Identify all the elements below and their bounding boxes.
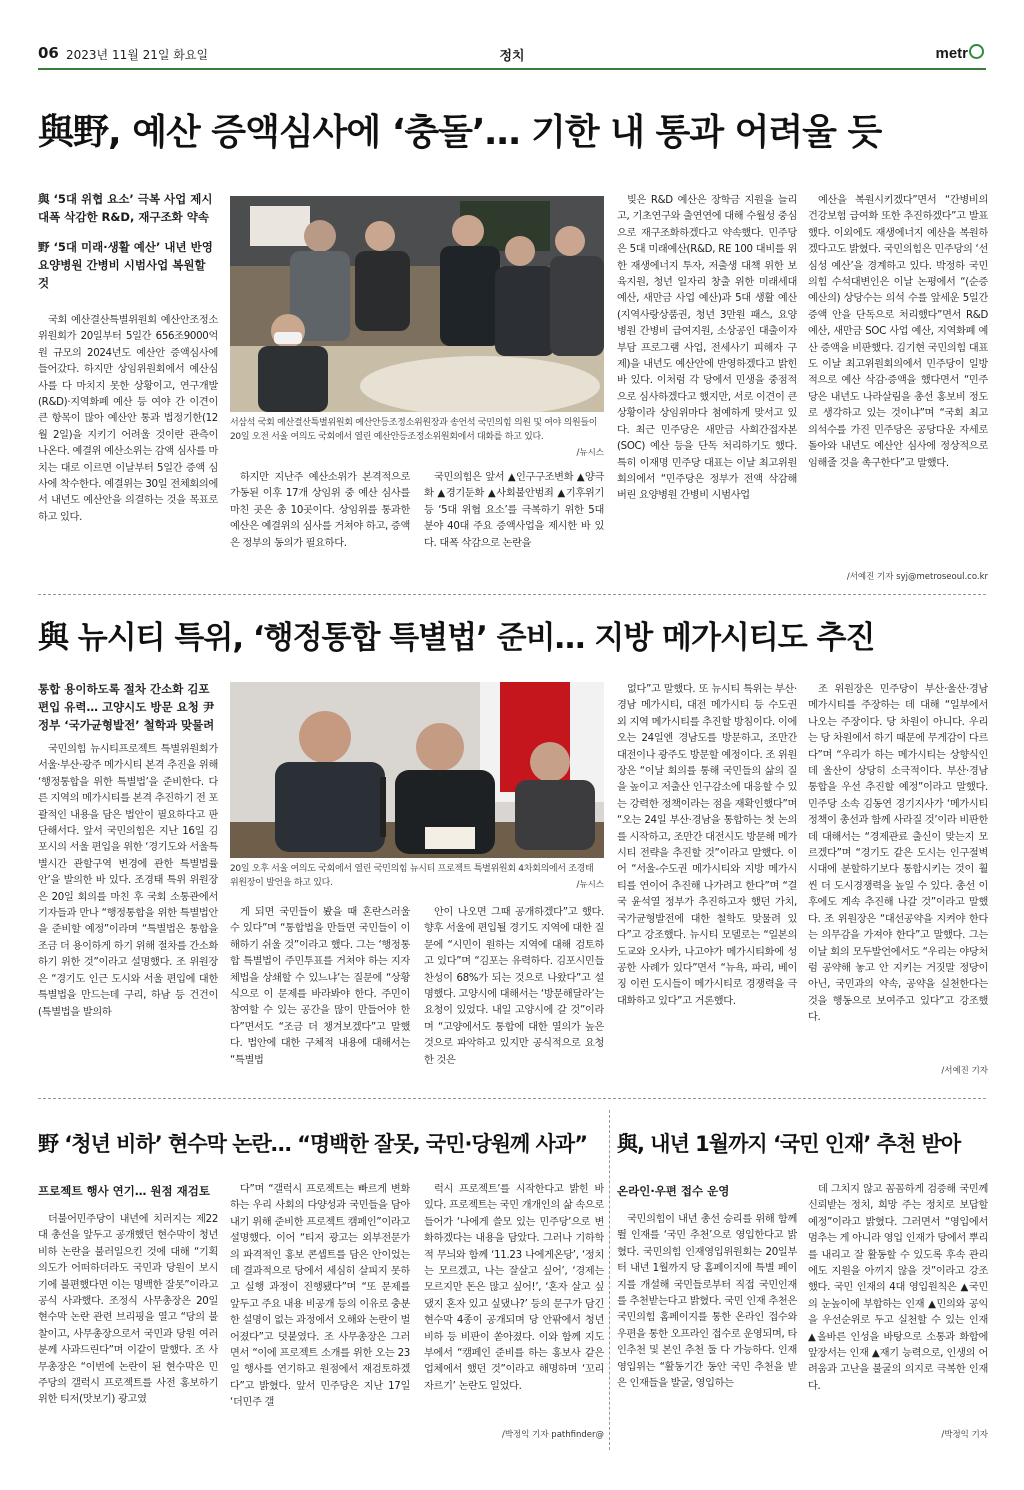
article1-col-3 — [424, 470, 604, 582]
article1-photo-credit: /뉴시스 — [576, 448, 604, 458]
article2-col-5 — [808, 682, 988, 1062]
article1-col-4 — [617, 193, 797, 583]
article1-col-1 — [38, 313, 218, 585]
article1-col-2-text: 하지만 지난주 예산소위가 본격적으로 가동된 이후 17개 상임위 중 예산 심사를 마친 곳은 총 10곳이다. 상임위를 통과한 예산은 예결위의 심사를 거쳐야 하고, 증액은 정부의 동의가 필요하다. — [230, 472, 410, 549]
article1-col-3-text: 국민의힘은 앞서 ▲인구구조변화 ▲양극화 ▲경기둔화 ▲사회불안범죄 ▲기후위기 등 ‘5대 위협 요소’를 극복하기 위한 5대 분야 40대 주요 증액사업을 제시한 바 있다. 대폭 삭감으로 논란을 — [424, 472, 604, 549]
article2-headline: 與 뉴시티 특위, ‘행정통합 특별법’ 준비… 지방 메가시티도 추진 — [38, 620, 875, 656]
article2-col-5-text: 조 위원장은 민주당이 부산·울산·경남 메가시티를 주장하는 데 대해 “일부에서 나오는 주장이다. 당 차원이 아니다. 우리는 당 차원에서 하기 때문에 무게감이 다르다”며 “우리가 하는 메가시티는 상향식인데 울산이 상당히 소극적이다. 부산·경남 통합을 우선 추진할 예정”이라고 말했다. 민주당 소속 김동연 경기지사가 ‘메가시티 정책이 총선과 함께 사라질 것’이라 비판한 데 대해서는 “경제관료 출신이 맞는지 모르겠다”며 “경기도 같은 도시는 인구절벽 시대에 분할하기보다 통합시키는 것이 훨씬 더 도시경쟁력을 높일 수 있다. 총선 이후에도 계속 추진해 나갈 것”이라고 말했다. 조 위원장은 “대선공약을 지켜야 한다는 의무감을 가져야 한다”고 말했다. 그는 이날 회의 모두발언에서도 “우리는 야당처럼 공약해 놓고 안 지키는 거짓말 정당이 아닌, 국민과의 약속, 공약을 실천한다는 것을 행동으로 보여주고 있다”고 강조했다. — [808, 684, 988, 1024]
article3-col-2 — [230, 1182, 410, 1446]
article1-byline: /서예진 기자 syj@metroseoul.co.kr — [846, 572, 988, 582]
column-divider — [609, 1110, 610, 1450]
divider-1 — [38, 594, 986, 595]
article4-col-2-text: 데 그치지 않고 꼼꼼하게 검증해 국민께 신뢰받는 정치, 희망 주는 정치로 보답할 예정”이라고 밝혔다. 그러면서 “영입에서 멈추는 게 아니라 영입 인재가 당에서 뿌리를 내리고 잘 활동할 수 있도록 후속 관리에도 지원을 아끼지 않을 것”이라고 강조했다. 국민 인재의 4대 영입원칙은 ▲국민의 눈높이에 부합하는 인재 ▲민의와 공익을 우선순위로 두고 실천할 수 있는 인재 ▲올바른 인성을 바탕으로 소통과 화합에 앞장서는 인재 ▲재기 능력으로, 인생의 어려움과 고난을 불굴의 의지로 극복한 인재다. — [808, 1184, 988, 1392]
article1-col-4-text: 빚은 R&D 예산은 장학금 지원을 늘리고, 기초연구와 출연연에 대해 수월성 중심으로 재구조화하겠다고 약속했다. 민주당은 5대 미래예산(R&D, RE 100 대비를 위한 재생에너지 투자, 저출생 대책 위한 보육지원, 청년 일자리 창출 위한 미래세대 예산, 새만금 사업 예산)과 5대 생활 예산(지역사랑상품권, 청년 3만원 패스, 요양병원 간병비 급여지원, 소상공인 대출이자 부담 프로그램 사업, 전세사기 피해자 구제)을 내년도 예산안에 반영하겠다고 밝힌 바 있다. 이처럼 각 당에서 민생을 중점적으로 심사하겠다고 했지만, 서로 이견이 큰 상황이라 상임위마다 첨예하게 맞서고 있다. 최근 민주당은 새만금 사회간접자본(SOC) 예산 등을 단독 처리하기도 했다. 특히 이재명 민주당 대표는 이날 최고위원회의에서 “민주당은 정부가 전액 삭감해 버린 요양병원 간병비 시범사업 — [617, 195, 797, 502]
article3-col-3 — [424, 1182, 604, 1428]
divider-2 — [38, 1098, 986, 1099]
article1-col-2 — [230, 470, 410, 582]
article3-col-1-text: 더불어민주당이 내년에 치러지는 제22대 총선을 앞두고 공개했던 현수막이 청년 비하 논란을 불러일으킨 것에 대해 “기획 의도가 어떠하더라도 국민과 당원이 보시기에 불편했다면 이는 명백한 잘못”이라고 공식 사과했다. 조정식 사무총장은 20일 현수막 논란 관련 브리핑을 열고 “당의 불찰이고, 사무총장으로서 국민과 당원 여러분께 사과드린다”며 이같이 말했다. 조 사무총장은 “이번에 논란이 된 현수막은 민주당의 갤럭시 프로젝트를 사전 홍보하기 위한 티저(맛보기) 광고였 — [38, 1214, 218, 1406]
logo-text: metr — [935, 45, 968, 62]
article4-col-2 — [808, 1182, 988, 1408]
article1-subhead-1: 與 ‘5대 위협 요소’ 극복 사업 제시 대폭 삭감한 R&D, 재구조화 약속 — [38, 192, 213, 224]
article2-photo-caption: 20일 오후 서울 여의도 국회에서 열린 국민의힘 뉴시티 프로젝트 특별위원회 4차회의에서 조경태 위원장이 발언을 하고 있다. — [230, 864, 594, 888]
metro-logo — [935, 44, 984, 62]
page-number: 06 — [38, 44, 59, 62]
article2-col-3 — [424, 905, 604, 1077]
article1-col-5 — [808, 193, 988, 555]
article1-photo — [230, 196, 604, 412]
article2-col-2-text: 게 되면 국민들이 봤을 때 혼란스러울 수 있다”며 “통합법을 만들면 국민들이 이해하기 쉬울 것”이라고 했다. 그는 ‘행정통합 특별법이 주민투표를 거쳐야 하는 지자체법을 상쇄할 수 있느냐’는 질문에 “상황식으로 이 문제를 바라봐야 한다. 주민이 참여할 수 있는 공간을 많이 만들어야 한다”면서도 “조금 더 챙겨보겠다”고 말했다. 법안에 대한 구체적 내용에 대해서는 “특별법 — [230, 907, 410, 1066]
article3-col-3-text: 럭시 프로젝트’를 시작한다고 밝힌 바 있다. 프로젝트는 국민 개개인의 삶 속으로 들어가 ‘나에게 쓸모 있는 민주당’으로 변화하겠다는 내용을 담았다. 그러나 기하학적 무늬와 함께 ‘11.23 나에게온당’, ‘정치는 모르겠고, 나는 잘살고 싶어’, ‘경제는 모르지만 돈은 많고 싶어!’, ‘혼자 살고 싶댔지 혼자 있고 싶댔나?’ 등의 문구가 담긴 현수막 4종이 공개되며 당 안팎에서 청년 비하 등 비판이 쏟아졌다. 이와 함께 지도부에서 “캠페인 준비를 하는 홍보사 같은 업체에서 했던 것”이라고 해명하며 ‘꼬리 자르기’ 논란도 일었다. — [424, 1184, 604, 1392]
article1-photo-caption: 서삼석 국회 예산결산특별위원회 예산안등조정소위원장과 송언석 국민의힘 의원 및 여야 의원들이 20일 오전 서울 여의도 국회에서 열린 예산안등조정소위원회에서 대화를 하고 있다. — [230, 418, 598, 442]
article4-subhead: 온라인·우편 접수 운영 — [617, 1184, 730, 1198]
article1-headline: 與野, 예산 증액심사에 ‘충돌’… 기한 내 통과 어려울 듯 — [38, 112, 882, 153]
article3-byline: /박정익 기자 pathfinder@ — [501, 1430, 604, 1440]
article4-col-1-text: 국민의힘이 내년 총선 승리를 위해 함께 뛸 인재를 ‘국민 추천’으로 영입한다고 밝혔다. 국민의힘 인재영입위원회는 20일부터 내년 1월까지 당 홈페이지에 특별 페이지를 개설해 국민들로부터 직접 국민인재를 추천받는다고 밝혔다. 국민 인재 추천은 국민의힘 홈페이지를 통한 온라인 접수와 우편을 통한 오프라인 접수로 운영되며, 타인추천 및 본인 추천 둘 다 가능하다. 인재영입위는 “활동기간 동안 국민 추천을 받은 인재들을 발굴, 영입하는 — [617, 1214, 797, 1390]
article2-photo — [230, 682, 604, 858]
article1-subhead-2: 野 ‘5대 미래·생활 예산’ 내년 반영 요양병원 간병비 시범사업 복원할 것 — [38, 240, 213, 290]
article2-col-4 — [617, 682, 797, 1078]
article1-col-1-text: 국회 예산결산특별위원회 예산안조정소위원회가 20일부터 5일간 656조9000억원 규모의 2024년도 예산안 증액심사에 들어갔다. 하지만 상임위원회에서 예산심사를 다 마치지 못한 상황이고, 연구개발(R&D)·지역화폐 예산 등 여야 간 이견이 큰 항목이 많아 예산안 통과 법정기한(12월 2일)을 지키기 어려울 것이란 관측이 나온다. 예결위 예산소위는 감액 심사를 마치는 대로 이르면 이날부터 5일간 증액 심사에 착수한다. 예결위는 30일 전체회의에서 내년도 예산안을 의결하는 것을 목표로 하고 있다. — [38, 315, 218, 523]
section-name: 정치 — [499, 49, 525, 64]
article4-byline: /박정익 기자 — [941, 1430, 988, 1440]
article2-col-1 — [38, 742, 218, 1078]
article1-col-5-text: 예산을 복원시키겠다”면서 “간병비의 건강보험 급여화 또한 추진하겠다”고 발표했다. 이외에도 재생에너지 예산을 복원하겠다고도 밝혔다. 국민의힘은 민주당의 ‘선심성 예산’을 경계하고 있다. 박정하 국민의힘 수석대변인은 이날 논평에서 “(순증 예산의) 상당수는 의석 수를 앞세운 5일간 증액 안을 단독으로 처리했다”면서 R&D 예산, 새만금 SOC 사업 예산, 지역화폐 예산 증액을 비판했다. 김기현 국민의힘 대표도 이날 최고위원회의에서 민주당이 일방적으로 예산 삭감·증액을 했다면서 “민주당은 내년도 나라살림을 총선 홍보비 정도로 생각하고 있는 것이냐”며 “국회 최고 의석수를 가진 민주당은 공당다운 자세로 돌아와 내년도 예산안 심사에 정상적으로 임해줄 것을 촉구한다”고 말했다. — [808, 195, 988, 469]
issue-date: 2023년 11월 21일 화요일 — [66, 48, 209, 62]
article2-photo-credit: /뉴시스 — [576, 880, 604, 890]
article3-headline: 野 ‘청년 비하’ 현수막 논란… “명백한 잘못, 국민·당원께 사과” — [38, 1132, 588, 1156]
article2-col-2 — [230, 905, 410, 1077]
article2-col-4-text: 없다”고 말했다. 또 뉴시티 특위는 부산·경남 메가시티, 대전 메가시티 등 수도권 외 지역 메가시티를 추진할 방침이다. 이에 오는 24일엔 경남도를 방문하고, 조만간 대전이나 광주도 방문할 예정이다. 조 위원장은 “이날 회의를 통해 국민들의 삶의 질을 높이고 저출산 인구감소에 대응할 수 있는 강력한 정책이라는 점을 재확인했다”며 “오는 24일 부산·경남을 통합하는 첫 논의를 시작하고, 조만간 대전시도 방문해 메가시티 전략을 추진할 것”이라고 말했다. 이어 “서울-수도권 메가시티와 지방 메가시티를 연이어 추진해 나가려고 한다”며 “결국 윤석열 정부가 추진하고자 했던 가치, 국가균형발전에 대한 철학도 맞물려 있다”고 강조했다. 뉴시티 모델로는 “일본의 도교와 오사카, 나고야가 메가시티화에 성공한 사례가 있다”면서 “뉴욕, 파리, 베이징 이런 도시들이 메가시티로 경쟁력을 극대화하고 있다”고 거론했다. — [617, 684, 797, 1007]
article3-col-1 — [38, 1212, 218, 1448]
article4-col-1 — [617, 1212, 797, 1448]
logo-o-icon — [969, 44, 984, 59]
article3-subhead: 프로젝트 행사 연기… 원점 재검토 — [38, 1184, 210, 1198]
article2-byline: /서예진 기자 — [941, 1066, 988, 1076]
article2-subhead: 통합 용이하도록 절차 간소화 김포 편입 유력… 고양시도 방문 요청 尹 정부 ‘국가균형발전’ 철학과 맞물려 — [38, 682, 215, 732]
article2-col-3-text: 안이 나오면 그때 공개하겠다”고 했다. 향후 서울에 편입될 경기도 지역에 대한 질문에 “시민이 원하는 지역에 대해 검토하고 있다”며 “김포는 유력하다. 김포시민들 찬성이 68%가 되는 것으로 나왔다”고 설명했다. 고양시에 대해서는 ‘방문해달라’는 요청이 있었다. 내일 고양시에 갈 것”이라며 “고양에서도 통합에 대한 열의가 높은 것으로 파악하고 있지만 공식적으로 요청한 것은 — [424, 907, 604, 1066]
article3-col-2-text: 다”며 “갤럭시 프로젝트는 빠르게 변화하는 우리 사회의 다양성과 국민들을 담아내기 위해 준비한 프로젝트 캠페인”이라고 설명했다. 이어 “티저 광고는 외부전문가의 파격적인 홍보 콘셉트를 담은 안이었는데 결과적으로 당에서 세심히 살피지 못하고 실행 과정이 진행됐다”며 “또 문제를 앞두고 주요 내용 비공개 등의 이유로 충분한 설명이 없는 과정에서 오해와 논란이 벌어졌다”고 덧붙였다. 조 사무총장은 그러면서 “이에 프로젝트 소개를 위한 오는 23일 행사를 연기하고 원점에서 재검토하겠다”고 밝혔다. 앞서 민주당은 지난 17일 ‘더민주 갤 — [230, 1184, 410, 1409]
article2-col-1-text: 국민의힘 뉴시티프로젝트 특별위원회가 서울·부산·광주 메가시티 본격 추진을 위해 ‘행정통합을 위한 특별법’을 준비한다. 다른 지역의 메가시티를 본격 추진하기 전 포괄적인 내용을 담은 법안이 필요하다고 판단해서다. 앞서 국민의힘은 지난 16일 김포시의 서울 편입을 위한 ‘경기도와 서울특별시간 관할구역 변경에 관한 특별법률안’을 발의한 바 있다. 조경태 특위 위원장은 20일 회의를 마친 후 국회 소통관에서 기자들과 만나 “행정통합을 위한 특별법안을 준비할 예정”이라며 “특별법은 통합을 조금 더 용이하게 하기 위해 절차를 간소화하기 위한 것”이라고 설명했다. 조 위원장은 “경기도 인근 도시와 서울 편입에 대한 특별법을 만드는데 구리, 하남 등 건건이 (특별법을 발의하 — [38, 744, 218, 1018]
article4-headline: 與, 내년 1월까지 ‘국민 인재’ 추천 받아 — [617, 1132, 961, 1156]
